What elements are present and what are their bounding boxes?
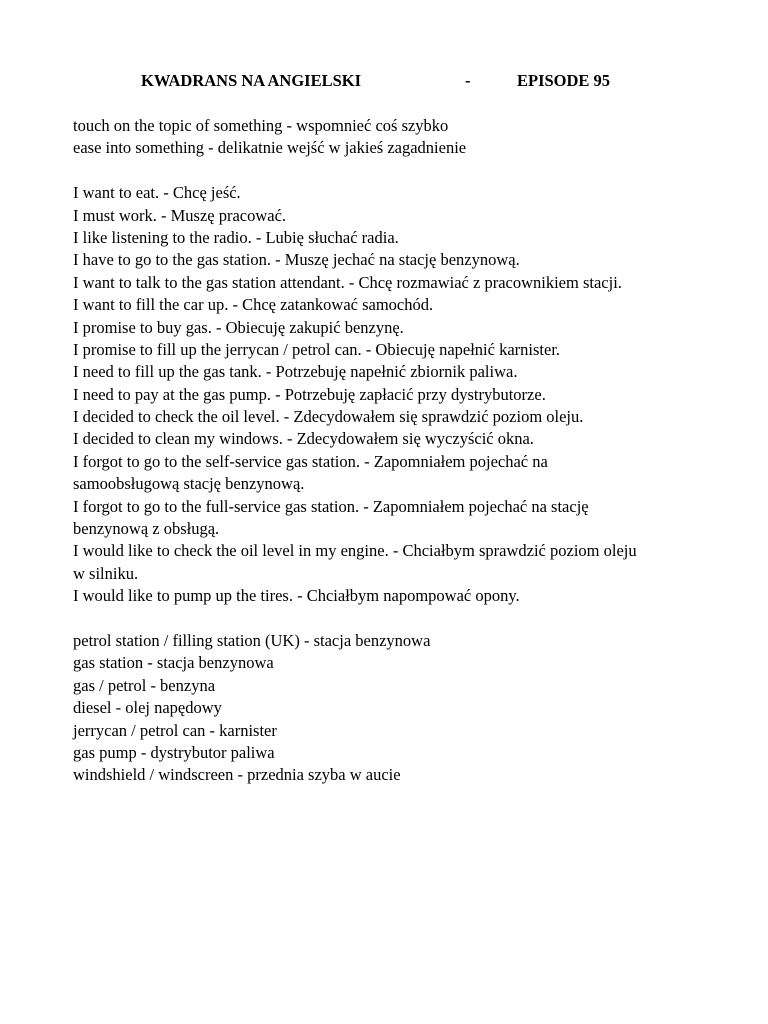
vocabulary-item: windshield / windscreen - przednia szyba w aucie	[73, 765, 401, 785]
vocabulary-item: diesel - olej napędowy	[73, 698, 222, 718]
sentence-line: I decided to check the oil level. - Zdecydowałem się sprawdzić poziom oleju.	[73, 407, 584, 427]
vocabulary-item: petrol station / filling station (UK) - stacja benzynowa	[73, 630, 431, 650]
sentence-line: I promise to fill up the jerrycan / petrol can. - Obiecuję napełnić karnister.	[73, 339, 561, 359]
section-gap	[73, 608, 698, 630]
sentence-line: I decided to clean my windows. - Zdecydowałem się wyczyścić okna.	[73, 429, 534, 449]
header-separator: -	[465, 71, 471, 90]
series-title: KWADRANS NA ANGIELSKI	[141, 71, 362, 90]
sentence-line: I promise to buy gas. - Obiecuję zakupić benzynę.	[73, 317, 404, 337]
vocabulary-list	[73, 630, 698, 787]
intro-phrase: ease into something - delikatnie wejść w jakieś zagadnienie	[73, 138, 467, 158]
intro-phrase: touch on the topic of something - wspomnieć coś szybko	[73, 116, 449, 135]
vocabulary-item: gas station - stacja benzynowa	[73, 653, 274, 673]
sentence-line: I would like to check the oil level in my engine. - Chciałbym sprawdzić poziom oleju	[73, 541, 637, 561]
sentence-line: w silniku.	[73, 563, 139, 583]
sentence-line: I like listening to the radio. - Lubię słuchać radia.	[73, 227, 399, 247]
episode-number: EPISODE 95	[517, 71, 611, 90]
document-body	[73, 115, 698, 787]
sentence-line: I forgot to go to the self-service gas station. - Zapomniałem pojechać na	[73, 451, 548, 471]
sentence-line: I want to talk to the gas station attendant. - Chcę rozmawiać z pracownikiem stacji.	[73, 272, 622, 292]
page-header	[0, 69, 768, 93]
sentence-line: I need to fill up the gas tank. - Potrzebuję napełnić zbiornik paliwa.	[73, 362, 518, 382]
sentence-line: I want to eat. - Chcę jeść.	[73, 183, 241, 203]
sentence-line: I would like to pump up the tires. - Chciałbym napompować opony.	[73, 586, 520, 606]
sentence-line: I must work. - Muszę pracować.	[73, 205, 287, 225]
intro-phrases	[73, 115, 698, 160]
sentence-line: I forgot to go to the full-service gas station. - Zapomniałem pojechać na stację	[73, 496, 589, 516]
vocabulary-item: gas pump - dystrybutor paliwa	[73, 742, 275, 762]
vocabulary-item: jerrycan / petrol can - karnister	[73, 720, 277, 740]
section-gap	[73, 160, 698, 182]
vocabulary-item: gas / petrol - benzyna	[73, 675, 216, 695]
sentence-line: I want to fill the car up. - Chcę zatankować samochód.	[73, 295, 434, 315]
sentence-line: I need to pay at the gas pump. - Potrzebuję zapłacić przy dystrybutorze.	[73, 384, 546, 404]
sentence-line: benzynową z obsługą.	[73, 519, 220, 539]
sentence-line: I have to go to the gas station. - Muszę jechać na stację benzynową.	[73, 250, 520, 270]
example-sentences	[73, 182, 698, 607]
sentence-line: samoobsługową stację benzynową.	[73, 474, 305, 494]
